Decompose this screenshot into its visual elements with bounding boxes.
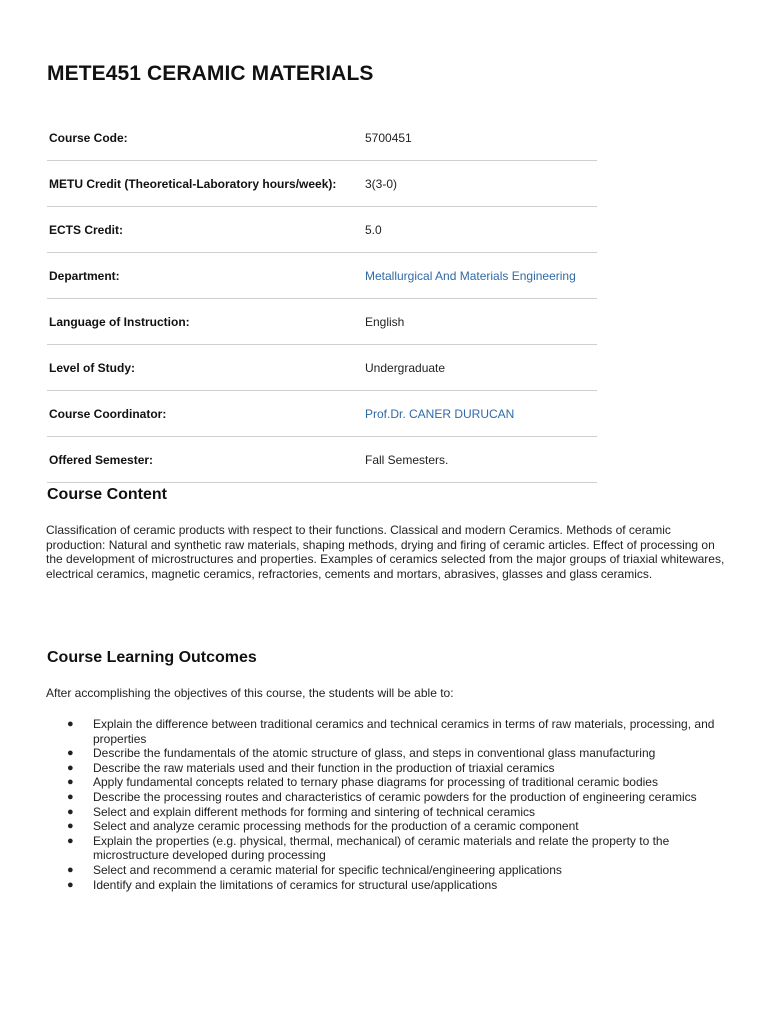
list-item: [46, 863, 726, 878]
outcome-text: Apply fundamental concepts related to ternary phase diagrams for processing of traditional ceramic bodies: [93, 775, 658, 790]
info-row-semester: [47, 437, 597, 483]
info-label: Course Coordinator:: [47, 391, 363, 437]
list-item: [46, 761, 726, 776]
info-value: English: [363, 299, 597, 345]
info-label: Language of Instruction:: [47, 299, 363, 345]
bullet-icon: ●: [67, 790, 74, 803]
list-item: [46, 805, 726, 820]
learning-outcomes-heading: Course Learning Outcomes: [47, 649, 257, 666]
list-item: [46, 834, 726, 863]
info-value: Undergraduate: [363, 345, 597, 391]
outcome-text: Identify and explain the limitations of ceramics for structural use/applications: [93, 877, 498, 892]
course-content-text: Classification of ceramic products with respect to their functions. Classical and modern Ceramics. Methods of ceramic production: Natural and synthetic raw materials, shaping methods, drying and firing of ceramic articles. Effect of processing on the development of microstructures and properties. Examples of ceramics selected from the major groups of triaxial whitewares, electrical ceramics, magnetic ceramics, refractories, cements and mortars, abrasives, glasses and glass ceramics.: [46, 523, 725, 581]
list-item: [46, 775, 726, 790]
bullet-icon: ●: [67, 805, 74, 818]
learning-outcomes-list: [46, 717, 726, 892]
page-title: METE451 CERAMIC MATERIALS: [47, 62, 374, 85]
outcome-text: Explain the properties (e.g. physical, thermal, mechanical) of ceramic materials and relate the property to the microstructure developed during processing: [93, 833, 670, 863]
bullet-icon: ●: [67, 834, 74, 847]
outcome-text: Describe the fundamentals of the atomic structure of glass, and steps in conventional glass manufacturing: [93, 746, 656, 761]
info-row-coordinator: [47, 391, 597, 437]
info-label: Department:: [47, 253, 363, 299]
outcome-text: Select and analyze ceramic processing methods for the production of a ceramic component: [93, 819, 579, 834]
bullet-icon: ●: [67, 747, 74, 760]
info-label: Course Code:: [47, 115, 363, 161]
info-row-language: [47, 299, 597, 345]
outcome-text: Describe the raw materials used and their function in the production of triaxial ceramics: [93, 760, 555, 775]
list-item: [46, 878, 726, 893]
info-label: Level of Study:: [47, 345, 363, 391]
info-value: 5.0: [363, 207, 597, 253]
info-value: 3(3-0): [363, 161, 597, 207]
outcome-text: Describe the processing routes and characteristics of ceramic powders for the production of engineering ceramics: [93, 789, 697, 804]
info-value: 5700451: [363, 115, 597, 161]
bullet-icon: ●: [67, 863, 74, 876]
info-row-ects-credit: [47, 207, 597, 253]
info-row-department: [47, 253, 597, 299]
info-value: Fall Semesters.: [363, 437, 597, 483]
info-label: Offered Semester:: [47, 437, 363, 483]
list-item: [46, 717, 726, 746]
coordinator-link[interactable]: Prof.Dr. CANER DURUCAN: [363, 391, 597, 437]
bullet-icon: ●: [67, 718, 74, 730]
department-link[interactable]: Metallurgical And Materials Engineering: [363, 253, 597, 299]
learning-outcomes-intro: After accomplishing the objectives of this course, the students will be able to:: [46, 686, 454, 700]
info-row-course-code: [47, 115, 597, 161]
bullet-icon: ●: [67, 820, 74, 833]
bullet-icon: ●: [67, 878, 74, 891]
info-row-level: [47, 345, 597, 391]
info-row-metu-credit: [47, 161, 597, 207]
course-info-table: [47, 115, 597, 483]
list-item: [46, 746, 726, 761]
info-label: ECTS Credit:: [47, 207, 363, 253]
outcome-text: Select and recommend a ceramic material for specific technical/engineering applications: [93, 862, 562, 877]
list-item: [46, 819, 726, 834]
outcome-text: Select and explain different methods for forming and sintering of technical ceramics: [93, 804, 536, 819]
bullet-icon: ●: [67, 761, 74, 774]
info-label: METU Credit (Theoretical-Laboratory hours/week):: [47, 161, 363, 207]
outcome-text: Explain the difference between traditional ceramics and technical ceramics in terms of raw materials, processing, and properties: [93, 717, 715, 746]
list-item: [46, 790, 726, 805]
course-content-heading: Course Content: [47, 486, 167, 503]
bullet-icon: ●: [67, 776, 74, 789]
